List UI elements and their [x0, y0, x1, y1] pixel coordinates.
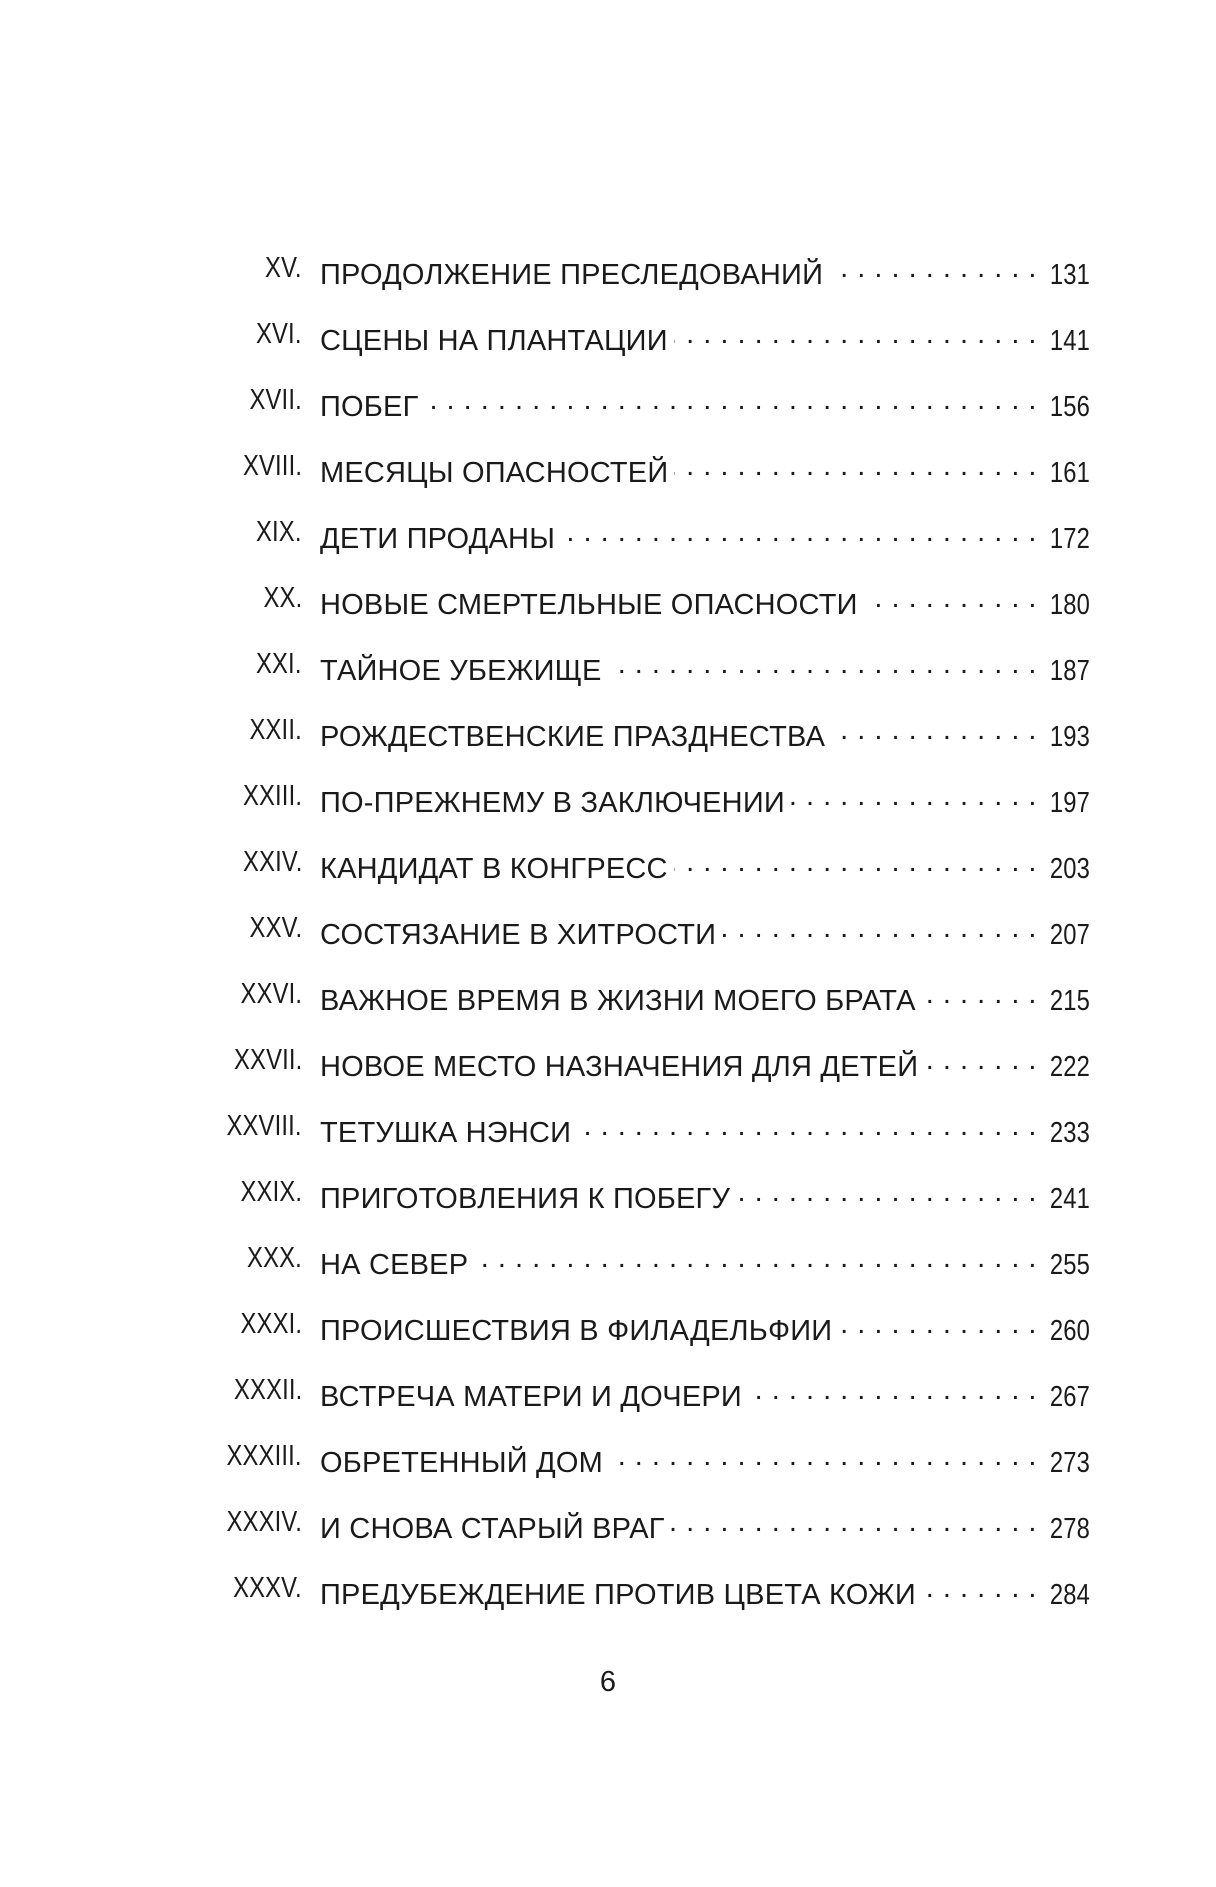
toc-line — [320, 516, 1090, 555]
dot-leader — [561, 516, 1037, 548]
chapter-title: НА СЕВЕР — [320, 1249, 469, 1281]
chapter-number: XXVIII. — [226, 1110, 302, 1142]
dot-leader — [424, 384, 1037, 416]
chapter-number: XVIII. — [242, 450, 302, 482]
chapter-page: 233 — [1049, 1117, 1090, 1149]
chapter-title: ПРОИСШЕСТВИЯ В ФИЛАДЕЛЬФИИ — [320, 1315, 833, 1347]
toc-line — [320, 1176, 1090, 1215]
toc-line — [320, 1374, 1090, 1413]
chapter-page: 215 — [1049, 985, 1090, 1017]
chapter-title: ПРИГОТОВЛЕНИЯ К ПОБЕГУ — [320, 1183, 731, 1215]
dot-leader — [474, 1242, 1037, 1274]
dot-leader — [838, 1308, 1037, 1340]
chapter-title: И СНОВА СТАРЫЙ ВРАГ — [320, 1513, 665, 1545]
chapter-title: ПРЕДУБЕЖДЕНИЕ ПРОТИВ ЦВЕТА КОЖИ — [320, 1579, 916, 1611]
chapter-page: 255 — [1049, 1249, 1090, 1281]
dot-leader — [924, 1044, 1037, 1076]
toc-line — [320, 780, 1090, 819]
dot-leader — [791, 780, 1037, 812]
toc-line — [320, 1044, 1090, 1083]
chapter-page: 197 — [1049, 787, 1090, 819]
chapter-number: XXXI. — [240, 1308, 302, 1340]
chapter-page: 222 — [1049, 1051, 1090, 1083]
dot-leader — [922, 978, 1037, 1010]
chapter-number: XXV. — [249, 912, 302, 944]
toc-entry[interactable] — [0, 1374, 1216, 1440]
chapter-title: ПО-ПРЕЖНЕМУ В ЗАКЛЮЧЕНИИ — [320, 787, 785, 819]
chapter-page: 156 — [1049, 391, 1090, 423]
toc-line — [320, 1506, 1090, 1545]
toc-line — [320, 318, 1090, 357]
toc-line — [320, 384, 1090, 423]
dot-leader — [671, 1506, 1037, 1538]
dot-leader — [577, 1110, 1037, 1142]
chapter-page: 241 — [1049, 1183, 1090, 1215]
toc-line — [320, 252, 1090, 291]
toc-entry[interactable] — [0, 582, 1216, 648]
toc-line — [320, 1110, 1090, 1149]
chapter-number: XXVII. — [233, 1044, 302, 1076]
chapter-title: КАНДИДАТ В КОНГРЕСС — [320, 853, 668, 885]
toc-entry[interactable] — [0, 516, 1216, 582]
chapter-page: 267 — [1049, 1381, 1090, 1413]
toc-line — [320, 1308, 1090, 1347]
toc-entry[interactable] — [0, 318, 1216, 384]
chapter-page: 284 — [1049, 1579, 1090, 1611]
dot-leader — [829, 252, 1037, 284]
dot-leader — [674, 318, 1037, 350]
chapter-title: СЦЕНЫ НА ПЛАНТАЦИИ — [320, 325, 668, 357]
chapter-page: 172 — [1049, 523, 1090, 555]
chapter-page: 187 — [1049, 655, 1090, 687]
dot-leader — [608, 648, 1037, 680]
chapter-page: 180 — [1049, 589, 1090, 621]
dot-leader — [722, 912, 1037, 944]
chapter-title: РОЖДЕСТВЕНСКИЕ ПРАЗДНЕСТВА — [320, 721, 826, 753]
toc-line — [320, 846, 1090, 885]
chapter-number: XVII. — [249, 384, 302, 416]
toc-entry[interactable] — [0, 1110, 1216, 1176]
chapter-title: СОСТЯЗАНИЕ В ХИТРОСТИ — [320, 919, 717, 951]
dot-leader — [748, 1374, 1037, 1406]
toc-entry[interactable] — [0, 1044, 1216, 1110]
chapter-page: 193 — [1049, 721, 1090, 753]
toc-entry[interactable] — [0, 846, 1216, 912]
toc-line — [320, 648, 1090, 687]
toc-entry[interactable] — [0, 780, 1216, 846]
chapter-number: XXII. — [249, 714, 302, 746]
toc-entry[interactable] — [0, 714, 1216, 780]
toc-entry[interactable] — [0, 252, 1216, 318]
chapter-page: 278 — [1049, 1513, 1090, 1545]
toc-entry[interactable] — [0, 648, 1216, 714]
chapter-title: НОВЫЕ СМЕРТЕЛЬНЫЕ ОПАСНОСТИ — [320, 589, 858, 621]
toc-entry[interactable] — [0, 1242, 1216, 1308]
toc-line — [320, 1440, 1090, 1479]
chapter-title: ДЕТИ ПРОДАНЫ — [320, 523, 556, 555]
table-of-contents — [0, 252, 1216, 1638]
toc-entry[interactable] — [0, 1572, 1216, 1638]
chapter-page: 141 — [1049, 325, 1090, 357]
toc-line — [320, 714, 1090, 753]
dot-leader — [674, 450, 1037, 482]
chapter-title: ВАЖНОЕ ВРЕМЯ В ЖИЗНИ МОЕГО БРАТА — [320, 985, 916, 1017]
toc-entry[interactable] — [0, 1176, 1216, 1242]
chapter-title: ВСТРЕЧА МАТЕРИ И ДОЧЕРИ — [320, 1381, 742, 1413]
toc-entry[interactable] — [0, 978, 1216, 1044]
chapter-page: 207 — [1049, 919, 1090, 951]
toc-line — [320, 1242, 1090, 1281]
dot-leader — [609, 1440, 1037, 1472]
dot-leader — [864, 582, 1037, 614]
chapter-number: XXX. — [247, 1242, 302, 1274]
chapter-page: 203 — [1049, 853, 1090, 885]
dot-leader — [674, 846, 1037, 878]
chapter-number: XXXIV. — [226, 1506, 302, 1538]
chapter-number: XXXII. — [233, 1374, 302, 1406]
chapter-title: ТАЙНОЕ УБЕЖИЩЕ — [320, 655, 602, 687]
dot-leader — [736, 1176, 1037, 1208]
chapter-number: XVI. — [256, 318, 302, 350]
chapter-number: XIX. — [256, 516, 302, 548]
chapter-title: ТЕТУШКА НЭНСИ — [320, 1117, 572, 1149]
chapter-title: ПОБЕГ — [320, 391, 419, 423]
page-number: 6 — [599, 1666, 617, 1698]
chapter-number: XXXIII. — [226, 1440, 302, 1472]
chapter-page: 131 — [1049, 259, 1090, 291]
chapter-page: 273 — [1049, 1447, 1090, 1479]
chapter-number: XXXV. — [233, 1572, 302, 1604]
dot-leader — [831, 714, 1037, 746]
chapter-number: XXIV. — [242, 846, 302, 878]
toc-entry[interactable] — [0, 1506, 1216, 1572]
chapter-page: 260 — [1049, 1315, 1090, 1347]
toc-line — [320, 978, 1090, 1017]
chapter-title: ОБРЕТЕННЫЙ ДОМ — [320, 1447, 603, 1479]
toc-entry[interactable] — [0, 384, 1216, 450]
chapter-title: НОВОЕ МЕСТО НАЗНАЧЕНИЯ ДЛЯ ДЕТЕЙ — [320, 1051, 919, 1083]
chapter-number: XV. — [265, 252, 302, 284]
toc-line — [320, 1572, 1090, 1611]
chapter-title: ПРОДОЛЖЕНИЕ ПРЕСЛЕДОВАНИЙ — [320, 259, 824, 291]
toc-line — [320, 912, 1090, 951]
toc-entry[interactable] — [0, 450, 1216, 516]
toc-entry[interactable] — [0, 1308, 1216, 1374]
chapter-number: XX. — [263, 582, 302, 614]
toc-entry[interactable] — [0, 1440, 1216, 1506]
toc-line — [320, 582, 1090, 621]
chapter-page: 161 — [1049, 457, 1090, 489]
toc-entry[interactable] — [0, 912, 1216, 978]
dot-leader — [922, 1572, 1037, 1604]
chapter-title: МЕСЯЦЫ ОПАСНОСТЕЙ — [320, 457, 669, 489]
chapter-number: XXVI. — [240, 978, 302, 1010]
chapter-number: XXIX. — [240, 1176, 302, 1208]
chapter-number: XXIII. — [242, 780, 302, 812]
toc-line — [320, 450, 1090, 489]
chapter-number: XXI. — [256, 648, 302, 680]
